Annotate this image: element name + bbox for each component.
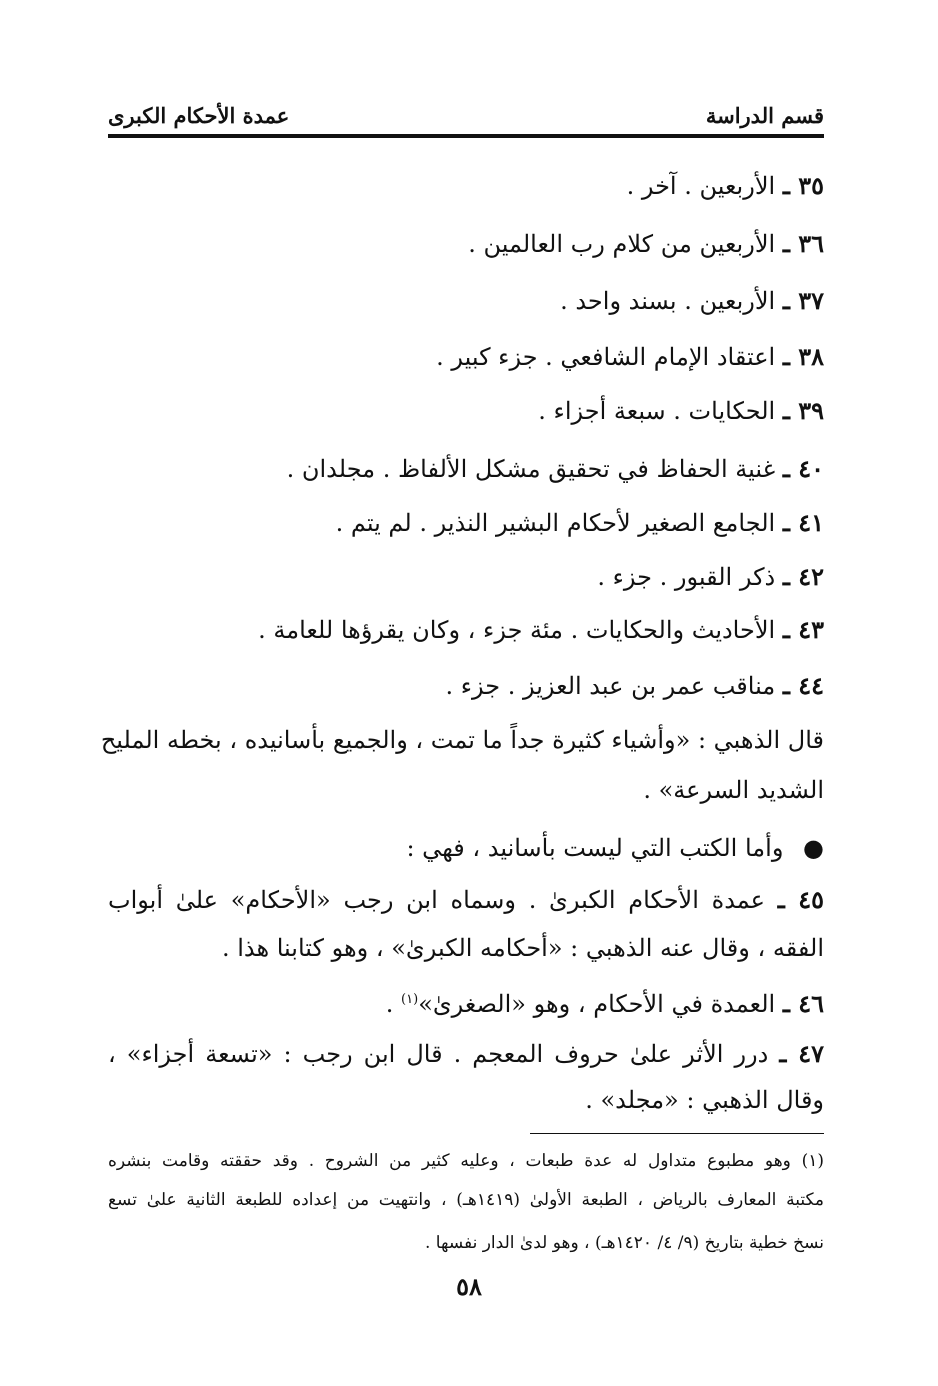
item-text: غنية الحفاظ في تحقيق مشكل الألفاظ . مجلدان .: [286, 455, 776, 483]
footnote-line: مكتبة المعارف بالرياض ، الطبعة الأولىٰ (١٤١٩هـ) ، وانتهيت من إعداده للطبعة الثانية علىٰ تسع: [108, 1190, 824, 1210]
list-item: [445, 670, 824, 702]
item-text: العمدة في الأحكام ، وهو «الصغرىٰ»: [418, 990, 776, 1018]
list-item: [597, 561, 824, 593]
list-item: [386, 984, 824, 1020]
item-number: ٤١ ـ: [782, 508, 824, 537]
list-item: [560, 285, 824, 317]
item-number: ٤٥ ـ: [777, 885, 825, 914]
item-number: ٤٠ ـ: [782, 454, 824, 483]
item-text: الأربعين . بسند واحد .: [560, 287, 776, 315]
item-text: مناقب عمر بن عبد العزيز . جزء .: [445, 672, 776, 700]
list-item: [287, 453, 824, 485]
running-header: [108, 100, 824, 130]
list-item: [336, 507, 824, 539]
item-number: ٣٦ ـ: [782, 229, 824, 258]
bullet-text: وأما الكتب التي ليست بأسانيد ، فهي :: [406, 834, 784, 862]
list-item: [627, 170, 824, 202]
list-item: [108, 884, 824, 916]
item-continuation: وقال الذهبي : «مجلد» .: [585, 1086, 824, 1114]
item-text: الأربعين من كلام رب العالمين .: [468, 230, 776, 258]
footnote-ref[interactable]: (١): [401, 992, 419, 1007]
footnote-line: نسخ خطية بتاريخ (٩/ ٤/ ١٤٢٠هـ) ، وهو لدىٰ الدار نفسها .: [425, 1233, 824, 1253]
quote-line: قال الذهبي : «وأشياء كثيرة جداً ما تمت ، والجميع بأسانيده ، بخطه المليح: [100, 726, 824, 754]
header-section-title: قسم الدراسة: [705, 102, 824, 128]
item-end: .: [385, 990, 402, 1018]
item-number: ٣٧ ـ: [782, 286, 824, 315]
header-rule: [108, 134, 824, 138]
item-continuation: الفقه ، وقال عنه الذهبي : «أحكامه الكبرىٰ» ، وهو كتابنا هذا .: [221, 934, 824, 962]
item-text: الأربعين . آخر .: [626, 172, 776, 200]
item-text: عمدة الأحكام الكبرىٰ . وسماه ابن رجب «الأحكام» علىٰ أبواب: [108, 886, 765, 914]
header-book-title: عمدة الأحكام الكبرى: [108, 102, 290, 128]
item-number: ٣٩ ـ: [782, 396, 824, 425]
list-item: [108, 1038, 824, 1070]
item-number: ٤٦ ـ: [782, 989, 824, 1018]
footnote-line: (١) وهو مطبوع متداول له عدة طبعات ، وعليه كثير من الشروح . وقد حققته وقامت بنشره: [108, 1151, 824, 1171]
item-text: ذكر القبور . جزء .: [597, 563, 776, 591]
bullet-paragraph: [406, 832, 824, 864]
list-item: [258, 614, 824, 646]
item-text: الحكايات . سبعة أجزاء .: [538, 397, 776, 425]
list-item: [436, 341, 824, 373]
quote-line: الشديد السرعة» .: [643, 776, 824, 804]
item-text: الأحاديث والحكايات . مئة جزء ، وكان يقرؤها للعامة .: [258, 616, 776, 644]
list-item: [468, 228, 824, 260]
item-number: ٤٢ ـ: [782, 562, 824, 591]
list-item: [538, 395, 824, 427]
item-number: ٤٧ ـ: [779, 1039, 824, 1068]
item-number: ٤٣ ـ: [782, 615, 824, 644]
item-number: ٣٥ ـ: [782, 171, 824, 200]
bullet-icon: ●: [803, 833, 824, 862]
item-number: ٤٤ ـ: [782, 671, 824, 700]
item-text: درر الأثر علىٰ حروف المعجم . قال ابن رجب : «تسعة أجزاء» ،: [108, 1040, 769, 1068]
item-text: الجامع الصغير لأحكام البشير النذير . لم يتم .: [335, 509, 776, 537]
footnote-rule: [530, 1133, 824, 1134]
page-number: ٥٨: [456, 1272, 482, 1301]
item-number: ٣٨ ـ: [782, 342, 824, 371]
item-text: اعتقاد الإمام الشافعي . جزء كبير .: [436, 343, 776, 371]
